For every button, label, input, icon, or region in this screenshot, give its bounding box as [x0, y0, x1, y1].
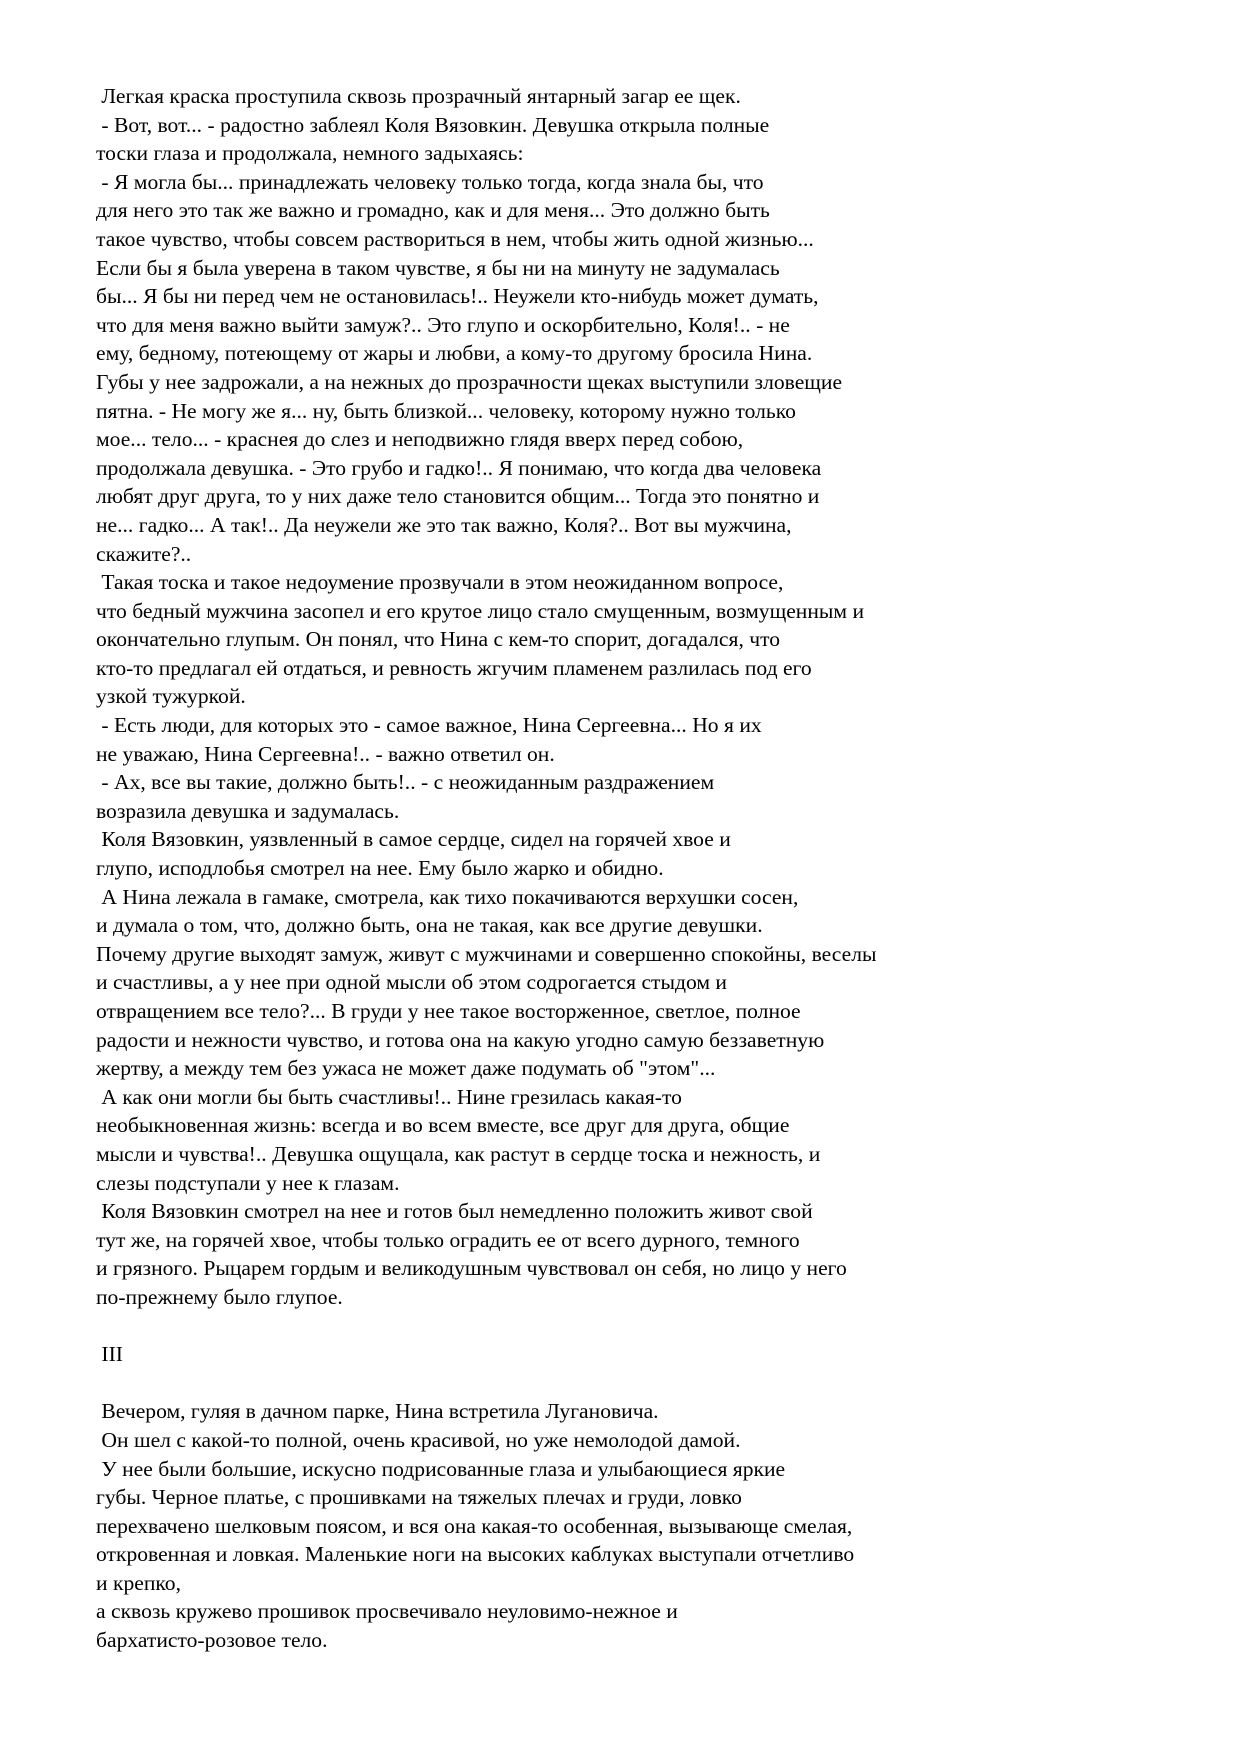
text-line: что бедный мужчина засопел и его крутое лицо стало смущенным, возмущенным и: [96, 598, 865, 623]
text-line: ему, бедному, потеющему от жары и любви, а кому-то другому бросила Нина.: [96, 341, 813, 366]
text-line: - Есть люди, для которых это - самое важное, Нина Сергеевна... Но я их: [96, 713, 762, 738]
text-line: и грязного. Рыцарем гордым и великодушным чувствовал он себя, но лицо у него: [96, 1256, 847, 1281]
text-line: слезы подступали у нее к глазам.: [96, 1170, 400, 1195]
text-line: не... гадко... А так!.. Да неужели же это так важно, Коля?.. Вот вы мужчина,: [96, 512, 792, 537]
text-line: тут же, на горячей хвое, чтобы только оградить ее от всего дурного, темного: [96, 1227, 800, 1252]
text-line: и крепко,: [96, 1570, 181, 1595]
text-line: узкой тужуркой.: [96, 684, 246, 709]
blank-line: [96, 1369, 1176, 1398]
text-line: У нее были большие, искусно подрисованные глаза и улыбающиеся яркие: [96, 1456, 786, 1481]
text-line: Коля Вязовкин, уязвленный в самое сердце, сидел на горячей хвое и: [96, 827, 731, 852]
text-line: Легкая краска проступила сквозь прозрачный янтарный загар ее щек.: [96, 84, 741, 108]
text-line: тоски глаза и продолжала, немного задыхаясь:: [96, 141, 524, 166]
text-line: жертву, а между тем без ужаса не может даже подумать об "этом"...: [96, 1056, 716, 1081]
document-text: [96, 82, 1176, 1655]
text-line: А Нина лежала в гамаке, смотрела, как тихо покачиваются верхушки сосен,: [96, 884, 799, 909]
text-line: Губы у нее задрожали, а на нежных до прозрачности щеках выступили зловещие: [96, 369, 843, 394]
text-line: возразила девушка и задумалась.: [96, 798, 400, 823]
text-line: бархатисто-розовое тело.: [96, 1628, 328, 1653]
chapter-heading: III: [96, 1342, 123, 1367]
text-line: радости и нежности чувство, и готова она на какую угодно самую беззаветную: [96, 1027, 825, 1052]
text-line: необыкновенная жизнь: всегда и во всем вместе, все друг для друга, общие: [96, 1113, 790, 1138]
text-line: А как они могли бы быть счастливы!.. Нине грезилась какая-то: [96, 1084, 682, 1109]
text-line: откровенная и ловкая. Маленькие ноги на высоких каблуках выступали отчетливо: [96, 1542, 855, 1567]
text-line: любят друг друга, то у них даже тело становится общим... Тогда это понятно и: [96, 484, 820, 509]
text-section-2: [96, 1397, 1176, 1654]
text-line: - Я могла бы... принадлежать человеку только тогда, когда знала бы, что: [96, 169, 764, 194]
text-line: - Вот, вот... - радостно заблеял Коля Вязовкин. Девушка открыла полные: [96, 112, 770, 137]
text-section-1: [96, 82, 1176, 1312]
blank-line: [96, 1312, 1176, 1341]
text-line: по-прежнему было глупое.: [96, 1284, 343, 1309]
text-line: мысли и чувства!.. Девушка ощущала, как растут в сердце тоска и нежность, и: [96, 1141, 821, 1166]
text-line: губы. Черное платье, с прошивками на тяжелых плечах и груди, ловко: [96, 1485, 742, 1510]
text-line: такое чувство, чтобы совсем раствориться в нем, чтобы жить одной жизнью...: [96, 226, 814, 251]
text-line: пятна. - Не могу же я... ну, быть близкой... человеку, которому нужно только: [96, 398, 796, 423]
text-line: что для меня важно выйти замуж?.. Это глупо и оскорбительно, Коля!.. - не: [96, 312, 790, 337]
text-line: Коля Вязовкин смотрел на нее и готов был немедленно положить живот свой: [96, 1199, 813, 1224]
text-line: Если бы я была уверена в таком чувстве, я бы ни на минуту не задумалась: [96, 255, 780, 280]
text-line: мое... тело... - краснея до слез и неподвижно глядя вверх перед собою,: [96, 427, 744, 452]
text-line: продолжала девушка. - Это грубо и гадко!.. Я понимаю, что когда два человека: [96, 455, 822, 480]
text-line: кто-то предлагал ей отдаться, и ревность жгучим пламенем разлилась под его: [96, 655, 812, 680]
text-line: окончательно глупым. Он понял, что Нина с кем-то спорит, догадался, что: [96, 627, 781, 652]
text-line: и счастливы, а у нее при одной мысли об этом содрогается стыдом и: [96, 970, 727, 995]
text-line: глупо, исподлобья смотрел на нее. Ему было жарко и обидно.: [96, 856, 664, 881]
text-line: Вечером, гуляя в дачном парке, Нина встретила Лугановича.: [96, 1399, 659, 1424]
text-line: Такая тоска и такое недоумение прозвучали в этом неожиданном вопросе,: [96, 570, 784, 595]
text-line: Почему другие выходят замуж, живут с мужчинами и совершенно спокойны, веселы: [96, 941, 877, 966]
text-line: для него это так же важно и громадно, как и для меня... Это должно быть: [96, 198, 770, 223]
text-line: перехвачено шелковым поясом, и вся она какая-то особенная, вызывающе смелая,: [96, 1513, 853, 1538]
text-line: - Ах, все вы такие, должно быть!.. - с неожиданным раздражением: [96, 770, 715, 795]
text-line: Он шел с какой-то полной, очень красивой, но уже немолодой дамой.: [96, 1427, 741, 1452]
text-line: не уважаю, Нина Сергеевна!.. - важно ответил он.: [96, 741, 555, 766]
text-line: бы... Я бы ни перед чем не остановилась!.. Неужели кто-нибудь может думать,: [96, 284, 819, 309]
text-line: а сквозь кружево прошивок просвечивало неуловимо-нежное и: [96, 1599, 678, 1624]
text-line: скажите?..: [96, 541, 192, 566]
text-line: отвращением все тело?... В груди у нее такое восторженное, светлое, полное: [96, 999, 801, 1023]
text-line: и думала о том, что, должно быть, она не такая, как все другие девушки.: [96, 913, 763, 938]
